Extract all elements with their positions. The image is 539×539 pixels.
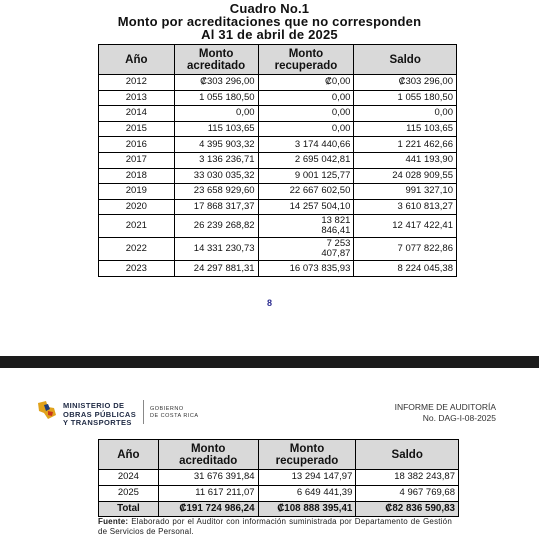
cell-recovered: 16 073 835,93	[258, 261, 354, 277]
header-credited: Monto acreditado	[158, 440, 258, 470]
report-heading	[395, 402, 496, 424]
cell-balance: 441 193,90	[354, 152, 457, 168]
cell-credited: 0,00	[174, 106, 258, 122]
source-label: Fuente:	[98, 517, 129, 526]
cell-credited: 24 297 881,31	[174, 261, 258, 277]
cell-balance: 4 967 769,68	[356, 485, 459, 501]
cell-balance: 8 224 045,38	[354, 261, 457, 277]
table-row	[99, 90, 457, 106]
gobierno-line: GOBIERNO	[150, 406, 184, 412]
table-row	[99, 184, 457, 200]
source-note	[98, 517, 452, 537]
ministry-line: OBRAS PÚBLICAS	[63, 409, 137, 419]
ministry-line: MINISTERIO DE	[63, 401, 125, 410]
cell-recovered: 2 695 042,81	[258, 152, 354, 168]
cell-recovered: 13 821 846,41	[258, 215, 354, 238]
page-number: 8	[266, 298, 272, 308]
cell-balance: 3 610 813,27	[354, 199, 457, 215]
table-row	[99, 470, 459, 486]
table-row	[99, 152, 457, 168]
cell-recovered: 22 667 602,50	[258, 184, 354, 200]
cell-credited: 31 676 391,84	[158, 470, 258, 486]
header-recovered: Monto recuperado	[258, 440, 356, 470]
cell-credited: 115 103,65	[174, 121, 258, 137]
cell-year: 2014	[99, 106, 175, 122]
cell-credited: 17 868 317,37	[174, 199, 258, 215]
cell-year: 2012	[99, 75, 175, 91]
report-title: INFORME DE AUDITORÍA	[394, 402, 496, 412]
logo-divider	[143, 400, 144, 424]
cell-credited: 14 331 230,73	[174, 238, 258, 261]
table-row	[99, 215, 457, 238]
cell-balance: 1 221 462,66	[354, 137, 457, 153]
cell-year: 2021	[99, 215, 175, 238]
cell-credited: 1 055 180,50	[174, 90, 258, 106]
table-header-row	[99, 440, 459, 470]
table-row	[99, 261, 457, 277]
cell-total-label: Total	[99, 501, 159, 517]
table-header-row	[99, 45, 457, 75]
cell-year: 2023	[99, 261, 175, 277]
cell-balance: 24 028 909,55	[354, 168, 457, 184]
total-row	[99, 501, 459, 517]
cell-year: 2020	[99, 199, 175, 215]
header-year: Año	[99, 45, 175, 75]
cell-recovered: 13 294 147,97	[258, 470, 356, 486]
ministry-logo-icon	[36, 399, 58, 421]
cell-recovered: 0,00	[258, 121, 354, 137]
cell-recovered: 9 001 125,77	[258, 168, 354, 184]
cell-recovered: 0,00	[258, 106, 354, 122]
cell-year: 2019	[99, 184, 175, 200]
table-row	[99, 168, 457, 184]
table-row	[99, 485, 459, 501]
table-row	[99, 238, 457, 261]
cell-recovered: 0,00	[258, 90, 354, 106]
cell-balance: 1 055 180,50	[354, 90, 457, 106]
cell-year: 2015	[99, 121, 175, 137]
table-row	[99, 199, 457, 215]
cell-balance: 115 103,65	[354, 121, 457, 137]
source-text: Elaborado por el Auditor con información suministrada por Departamento de Gestión de Servicios de Personal.	[98, 517, 452, 536]
ministry-line: Y TRANSPORTES	[63, 418, 132, 428]
table-title: Monto por acreditaciones que no corresponden	[117, 14, 422, 29]
cell-balance: 12 417 422,41	[354, 215, 457, 238]
cell-year: 2016	[99, 137, 175, 153]
cell-year: 2024	[99, 470, 159, 486]
table-row	[99, 121, 457, 137]
gobierno-name	[150, 406, 199, 420]
cell-credited: 4 395 903,32	[174, 137, 258, 153]
cell-credited: ₡303 296,00	[174, 75, 258, 91]
header-balance: Saldo	[356, 440, 459, 470]
cell-balance: ₡303 296,00	[354, 75, 457, 91]
cell-balance: 0,00	[354, 106, 457, 122]
header-recovered: Monto recuperado	[258, 45, 354, 75]
cell-balance: 991 327,10	[354, 184, 457, 200]
cell-recovered: 3 174 440,66	[258, 137, 354, 153]
cell-recovered: 6 649 441,39	[258, 485, 356, 501]
table-row	[99, 75, 457, 91]
table-row	[99, 137, 457, 153]
cell-total-balance: ₡82 836 590,83	[356, 501, 459, 517]
cell-credited: 3 136 236,71	[174, 152, 258, 168]
cell-year: 2022	[99, 238, 175, 261]
cell-credited: 23 658 929,60	[174, 184, 258, 200]
cell-recovered: 14 257 504,10	[258, 199, 354, 215]
header-credited: Monto acreditado	[174, 45, 258, 75]
cell-year: 2018	[99, 168, 175, 184]
cell-total-credited: ₡191 724 986,24	[158, 501, 258, 517]
table-title-block	[0, 2, 539, 41]
cell-credited: 33 030 035,32	[174, 168, 258, 184]
cell-recovered: 7 253 407,87	[258, 238, 354, 261]
accreditations-table	[98, 44, 457, 277]
gobierno-line: DE COSTA RICA	[150, 413, 199, 419]
header-balance: Saldo	[354, 45, 457, 75]
cell-year: 2025	[99, 485, 159, 501]
accreditations-table-continued	[98, 439, 459, 517]
table-caption: Cuadro No.1	[229, 1, 310, 16]
cell-credited: 26 239 268,82	[174, 215, 258, 238]
table-row	[99, 106, 457, 122]
cell-credited: 11 617 211,07	[158, 485, 258, 501]
cell-year: 2017	[99, 152, 175, 168]
cell-recovered: ₡0,00	[258, 75, 354, 91]
cell-total-recovered: ₡108 888 395,41	[258, 501, 356, 517]
cell-balance: 18 382 243,87	[356, 470, 459, 486]
cell-balance: 7 077 822,86	[354, 238, 457, 261]
report-number: No. DAG-I-08-2025	[422, 413, 496, 423]
page-separator	[0, 356, 539, 368]
header-year: Año	[99, 440, 159, 470]
table-date: Al 31 de abril de 2025	[201, 27, 338, 42]
ministry-name	[63, 402, 136, 428]
cell-year: 2013	[99, 90, 175, 106]
